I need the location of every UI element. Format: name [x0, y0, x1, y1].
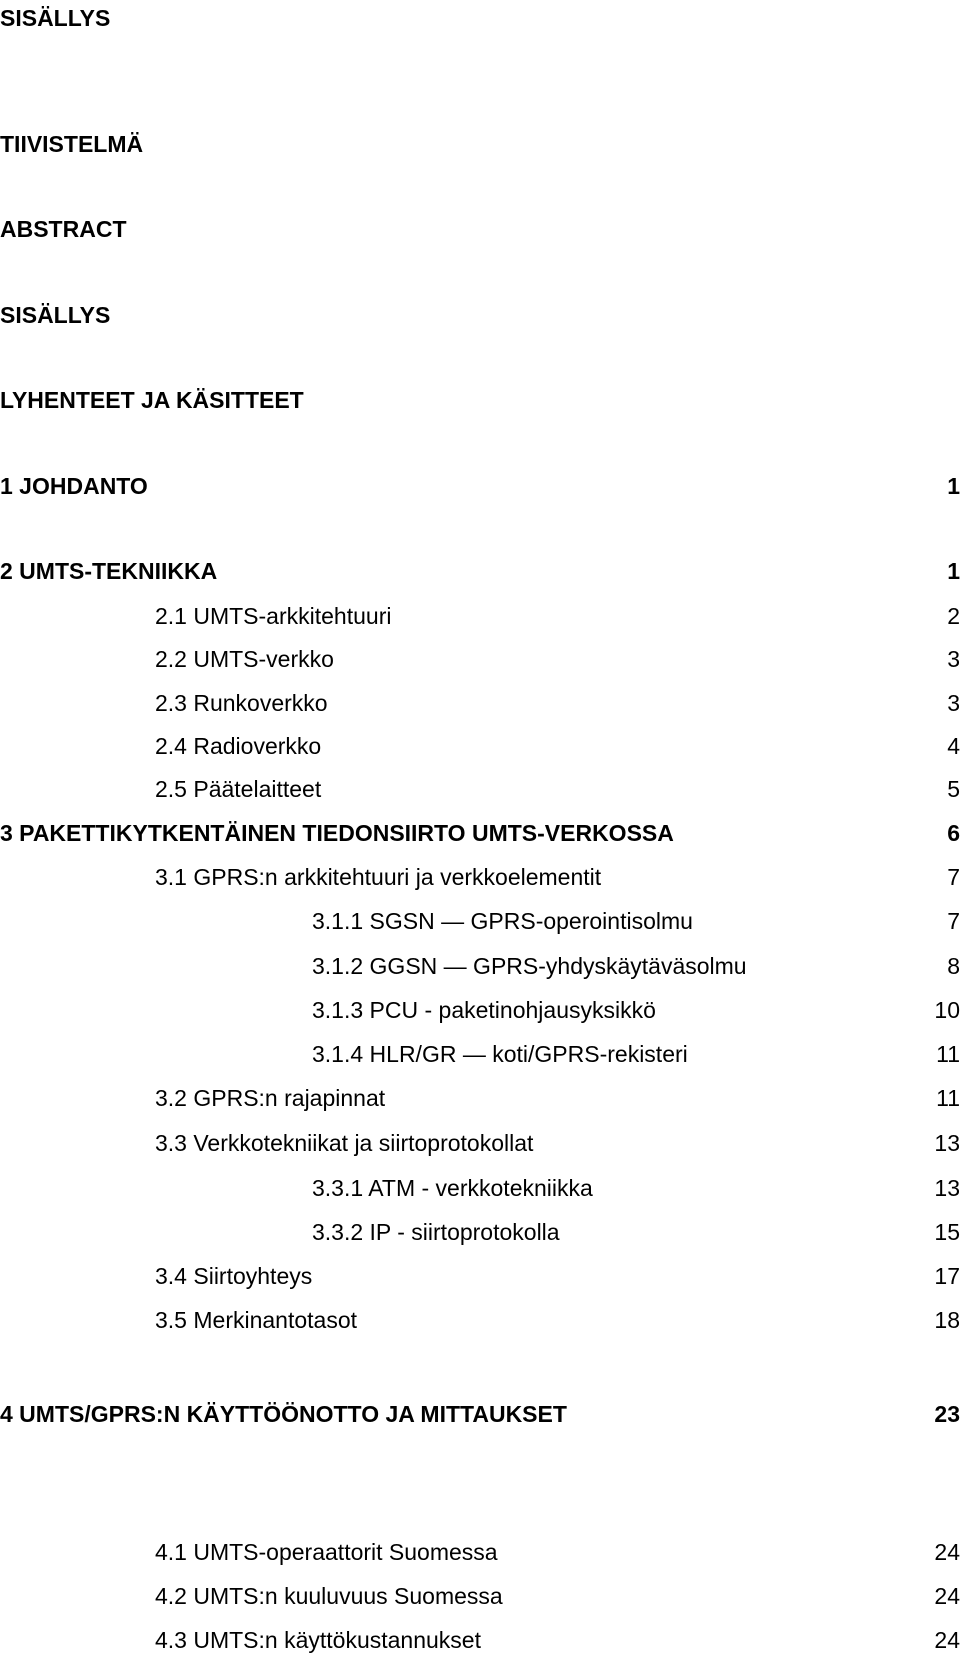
toc-entry-section [0, 1578, 960, 1614]
page-title [0, 0, 960, 36]
front-matter-label: ABSTRACT [0, 216, 127, 242]
toc-entry-page-number: 7 [947, 908, 960, 934]
front-matter-item-abstract [0, 211, 960, 247]
toc-entry-label: 4.1 UMTS-operaattorit Suomessa [155, 1539, 498, 1565]
toc-entry-label: 3.3 Verkkotekniikat ja siirtoprotokollat [155, 1130, 534, 1156]
toc-entry-page-number: 24 [934, 1539, 960, 1565]
toc-entry-label: 3.1.1 SGSN — GPRS-operointisolmu [312, 908, 693, 934]
toc-entry-chapter [0, 553, 960, 589]
toc-entry-section [0, 1258, 960, 1294]
toc-entry-label: 3.1.2 GGSN — GPRS-yhdyskäytäväsolmu [312, 953, 747, 979]
front-matter-label: TIIVISTELMÄ [0, 131, 144, 157]
toc-entry-page-number: 8 [947, 953, 960, 979]
toc-entry-section [0, 598, 960, 634]
toc-entry-label: 4.2 UMTS:n kuuluvuus Suomessa [155, 1583, 503, 1609]
toc-entry-page-number: 17 [934, 1263, 960, 1289]
toc-entry-label: 3.1.3 PCU - paketinohjausyksikkö [312, 997, 656, 1023]
toc-entry-section [0, 771, 960, 807]
toc-entry-label: 2 UMTS-TEKNIIKKA [0, 558, 218, 584]
toc-entry-subsection [0, 948, 960, 984]
toc-entry-section [0, 685, 960, 721]
toc-entry-section [0, 1080, 960, 1116]
toc-entry-page-number: 24 [934, 1627, 960, 1653]
page-title-text: SISÄLLYS [0, 5, 111, 31]
toc-entry-label: 1 JOHDANTO [0, 473, 148, 499]
toc-entry-label: 2.4 Radioverkko [155, 733, 322, 759]
toc-entry-label: 4.3 UMTS:n käyttökustannukset [155, 1627, 481, 1653]
front-matter-label: SISÄLLYS [0, 302, 111, 328]
toc-entry-page-number: 11 [936, 1041, 960, 1067]
toc-entry-label: 3.2 GPRS:n rajapinnat [155, 1085, 386, 1111]
toc-entry-page-number: 18 [934, 1307, 960, 1333]
toc-entry-label: 2.1 UMTS-arkkitehtuuri [155, 603, 392, 629]
toc-entry-chapter [0, 1396, 960, 1432]
toc-entry-subsection [0, 1036, 960, 1072]
toc-entry-section [0, 1622, 960, 1658]
toc-entry-page-number: 11 [936, 1085, 960, 1111]
toc-entry-page-number: 5 [947, 776, 960, 802]
toc-entry-label: 3.1.4 HLR/GR — koti/GPRS-rekisteri [312, 1041, 688, 1067]
toc-entry-section [0, 1125, 960, 1161]
front-matter-item-lyhenteet [0, 382, 960, 418]
toc-entry-page-number: 24 [934, 1583, 960, 1609]
toc-entry-page-number: 1 [947, 473, 960, 499]
front-matter-item-sisallys [0, 297, 960, 333]
toc-entry-section [0, 859, 960, 895]
toc-entry-label: 2.5 Päätelaitteet [155, 776, 322, 802]
front-matter-item-tiivistelma [0, 126, 960, 162]
toc-entry-label: 3.4 Siirtoyhteys [155, 1263, 313, 1289]
toc-entry-page-number: 6 [947, 820, 960, 846]
toc-entry-label: 3.1 GPRS:n arkkitehtuuri ja verkkoelementit [155, 864, 602, 890]
toc-entry-page-number: 10 [934, 997, 960, 1023]
toc-entry-section [0, 1534, 960, 1570]
toc-entry-page-number: 2 [947, 603, 960, 629]
toc-entry-page-number: 23 [934, 1401, 960, 1427]
toc-entry-label: 3.5 Merkinantotasot [155, 1307, 358, 1333]
toc-entry-label: 2.3 Runkoverkko [155, 690, 328, 716]
toc-entry-page-number: 4 [947, 733, 960, 759]
toc-entry-page-number: 7 [947, 864, 960, 890]
toc-entry-section [0, 641, 960, 677]
toc-entry-page-number: 1 [947, 558, 960, 584]
toc-entry-label: 3.3.2 IP - siirtoprotokolla [312, 1219, 560, 1245]
toc-entry-page-number: 15 [934, 1219, 960, 1245]
toc-entry-chapter [0, 468, 960, 504]
toc-entry-page-number: 3 [947, 646, 960, 672]
toc-entry-subsection [0, 903, 960, 939]
toc-entry-label: 3.3.1 ATM - verkkotekniikka [312, 1175, 593, 1201]
toc-entry-chapter [0, 815, 960, 851]
toc-entry-page-number: 13 [934, 1175, 960, 1201]
toc-entry-subsection [0, 1214, 960, 1250]
toc-entry-label: 3 PAKETTIKYTKENTÄINEN TIEDONSIIRTO UMTS-VERKOSSA [0, 820, 674, 846]
toc-entry-subsection [0, 992, 960, 1028]
toc-entry-label: 2.2 UMTS-verkko [155, 646, 334, 672]
toc-entry-page-number: 3 [947, 690, 960, 716]
front-matter-label: LYHENTEET JA KÄSITTEET [0, 387, 304, 413]
toc-entry-section [0, 1302, 960, 1338]
toc-entry-page-number: 13 [934, 1130, 960, 1156]
toc-entry-subsection [0, 1170, 960, 1206]
toc-entry-section [0, 728, 960, 764]
toc-entry-label: 4 UMTS/GPRS:N KÄYTTÖÖNOTTO JA MITTAUKSET [0, 1401, 567, 1427]
